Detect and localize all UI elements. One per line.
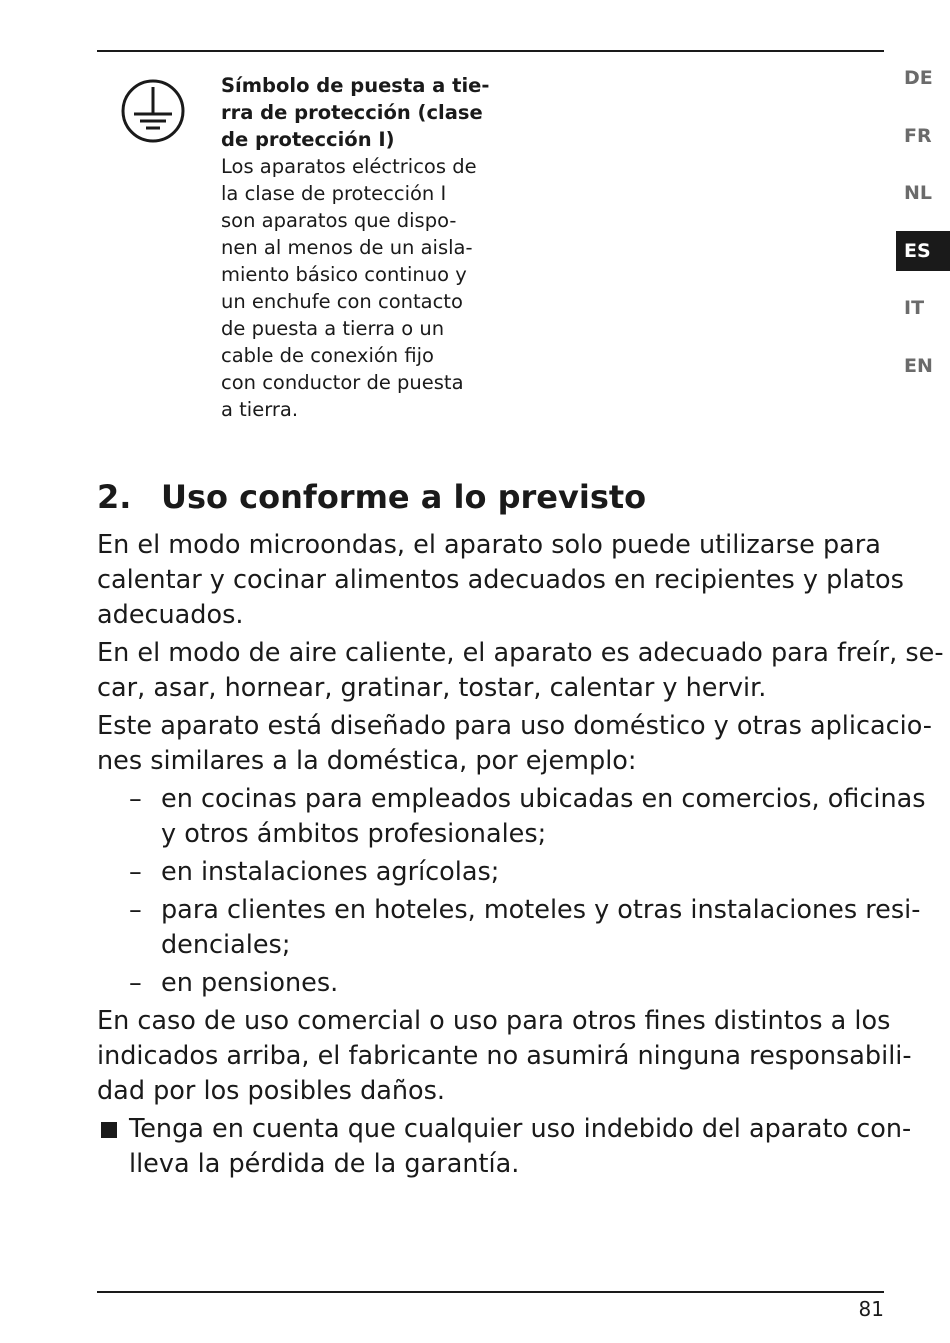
language-tab-de[interactable]: DE — [904, 67, 933, 89]
section-number: 2. — [97, 478, 132, 516]
text-line: en pensiones. — [161, 968, 339, 998]
text-line: y otros ámbitos profesionales; — [161, 819, 547, 849]
text-line: Este aparato está diseñado para uso doméstico y otras aplicacio- — [97, 711, 932, 741]
text-line: En el modo de aire caliente, el aparato es adecuado para freír, se- — [97, 638, 944, 668]
symbol-title-line: Símbolo de puesta a tie- — [221, 74, 490, 97]
dash-marker: – — [129, 895, 142, 925]
dash-marker: – — [129, 784, 142, 814]
section-heading — [97, 474, 646, 520]
symbol-body-line: son aparatos que dispo- — [221, 209, 457, 232]
section-title: Uso conforme a lo previsto — [161, 478, 647, 516]
paragraph-liability — [97, 1004, 912, 1109]
symbol-body-line: nen al menos de un aisla- — [221, 236, 473, 259]
symbol-body-line: de puesta a tierra o un — [221, 317, 445, 340]
examples-list — [97, 782, 926, 1001]
paragraph-hot-air-mode — [97, 636, 944, 706]
text-line: calentar y cocinar alimentos adecuados en recipientes y platos — [97, 565, 904, 595]
symbol-body-line: a tierra. — [221, 398, 299, 421]
text-line: dad por los posibles daños. — [97, 1076, 446, 1106]
top-rule — [97, 50, 884, 52]
square-bullet-icon — [101, 1122, 117, 1138]
list-item — [97, 893, 921, 963]
language-tab-en[interactable]: EN — [904, 354, 933, 377]
symbol-title-line: rra de protección (clase — [221, 101, 483, 124]
symbol-body-line: miento básico continuo y — [221, 263, 467, 286]
language-tab-it[interactable]: IT — [904, 297, 925, 319]
bottom-rule — [97, 1291, 884, 1293]
list-item — [97, 855, 897, 890]
text-line: car, asar, hornear, gratinar, tostar, calentar y hervir. — [97, 673, 767, 703]
list-item — [97, 966, 897, 1001]
page-number: 81 — [858, 1297, 884, 1321]
section-body — [97, 528, 944, 1182]
protective-earth-icon — [120, 78, 186, 144]
language-tab-fr[interactable]: FR — [904, 124, 932, 147]
text-line: adecuados. — [97, 600, 244, 630]
dash-marker: – — [129, 968, 142, 998]
text-line: en instalaciones agrícolas; — [161, 857, 500, 887]
text-line: denciales; — [161, 930, 291, 960]
symbol-description — [221, 72, 490, 423]
symbol-body — [221, 153, 477, 423]
text-line: En el modo microondas, el aparato solo puede utilizarse para — [97, 530, 881, 560]
text-line: Tenga en cuenta que cualquier uso indebido del aparato con- — [129, 1114, 912, 1144]
text-line: en cocinas para empleados ubicadas en comercios, oficinas — [161, 784, 926, 814]
paragraph-microwave-mode — [97, 528, 904, 633]
text-line: nes similares a la doméstica, por ejemplo: — [97, 746, 637, 776]
symbol-title — [221, 72, 490, 153]
language-tab-nl[interactable]: NL — [904, 182, 933, 204]
symbol-body-line: un enchufe con contacto — [221, 290, 463, 313]
language-tabs — [896, 58, 950, 403]
language-tab-es[interactable]: ES — [896, 231, 950, 271]
paragraph-domestic-use — [97, 709, 932, 779]
text-line: indicados arriba, el fabricante no asumirá ninguna responsabili- — [97, 1041, 912, 1071]
symbol-title-line: de protección I) — [221, 128, 395, 151]
symbol-body-line: Los aparatos eléctricos de — [221, 155, 477, 178]
text-line: para clientes en hoteles, moteles y otras instalaciones resi- — [161, 895, 921, 925]
text-line: lleva la pérdida de la garantía. — [129, 1149, 520, 1179]
symbol-body-line: la clase de protección I — [221, 182, 447, 205]
symbol-body-line: cable de conexión fijo — [221, 344, 434, 367]
dash-marker: – — [129, 857, 142, 887]
symbol-body-line: con conductor de puesta — [221, 371, 464, 394]
warranty-note — [97, 1112, 912, 1182]
text-line: En caso de uso comercial o uso para otros fines distintos a los — [97, 1006, 891, 1036]
list-item — [97, 782, 926, 852]
